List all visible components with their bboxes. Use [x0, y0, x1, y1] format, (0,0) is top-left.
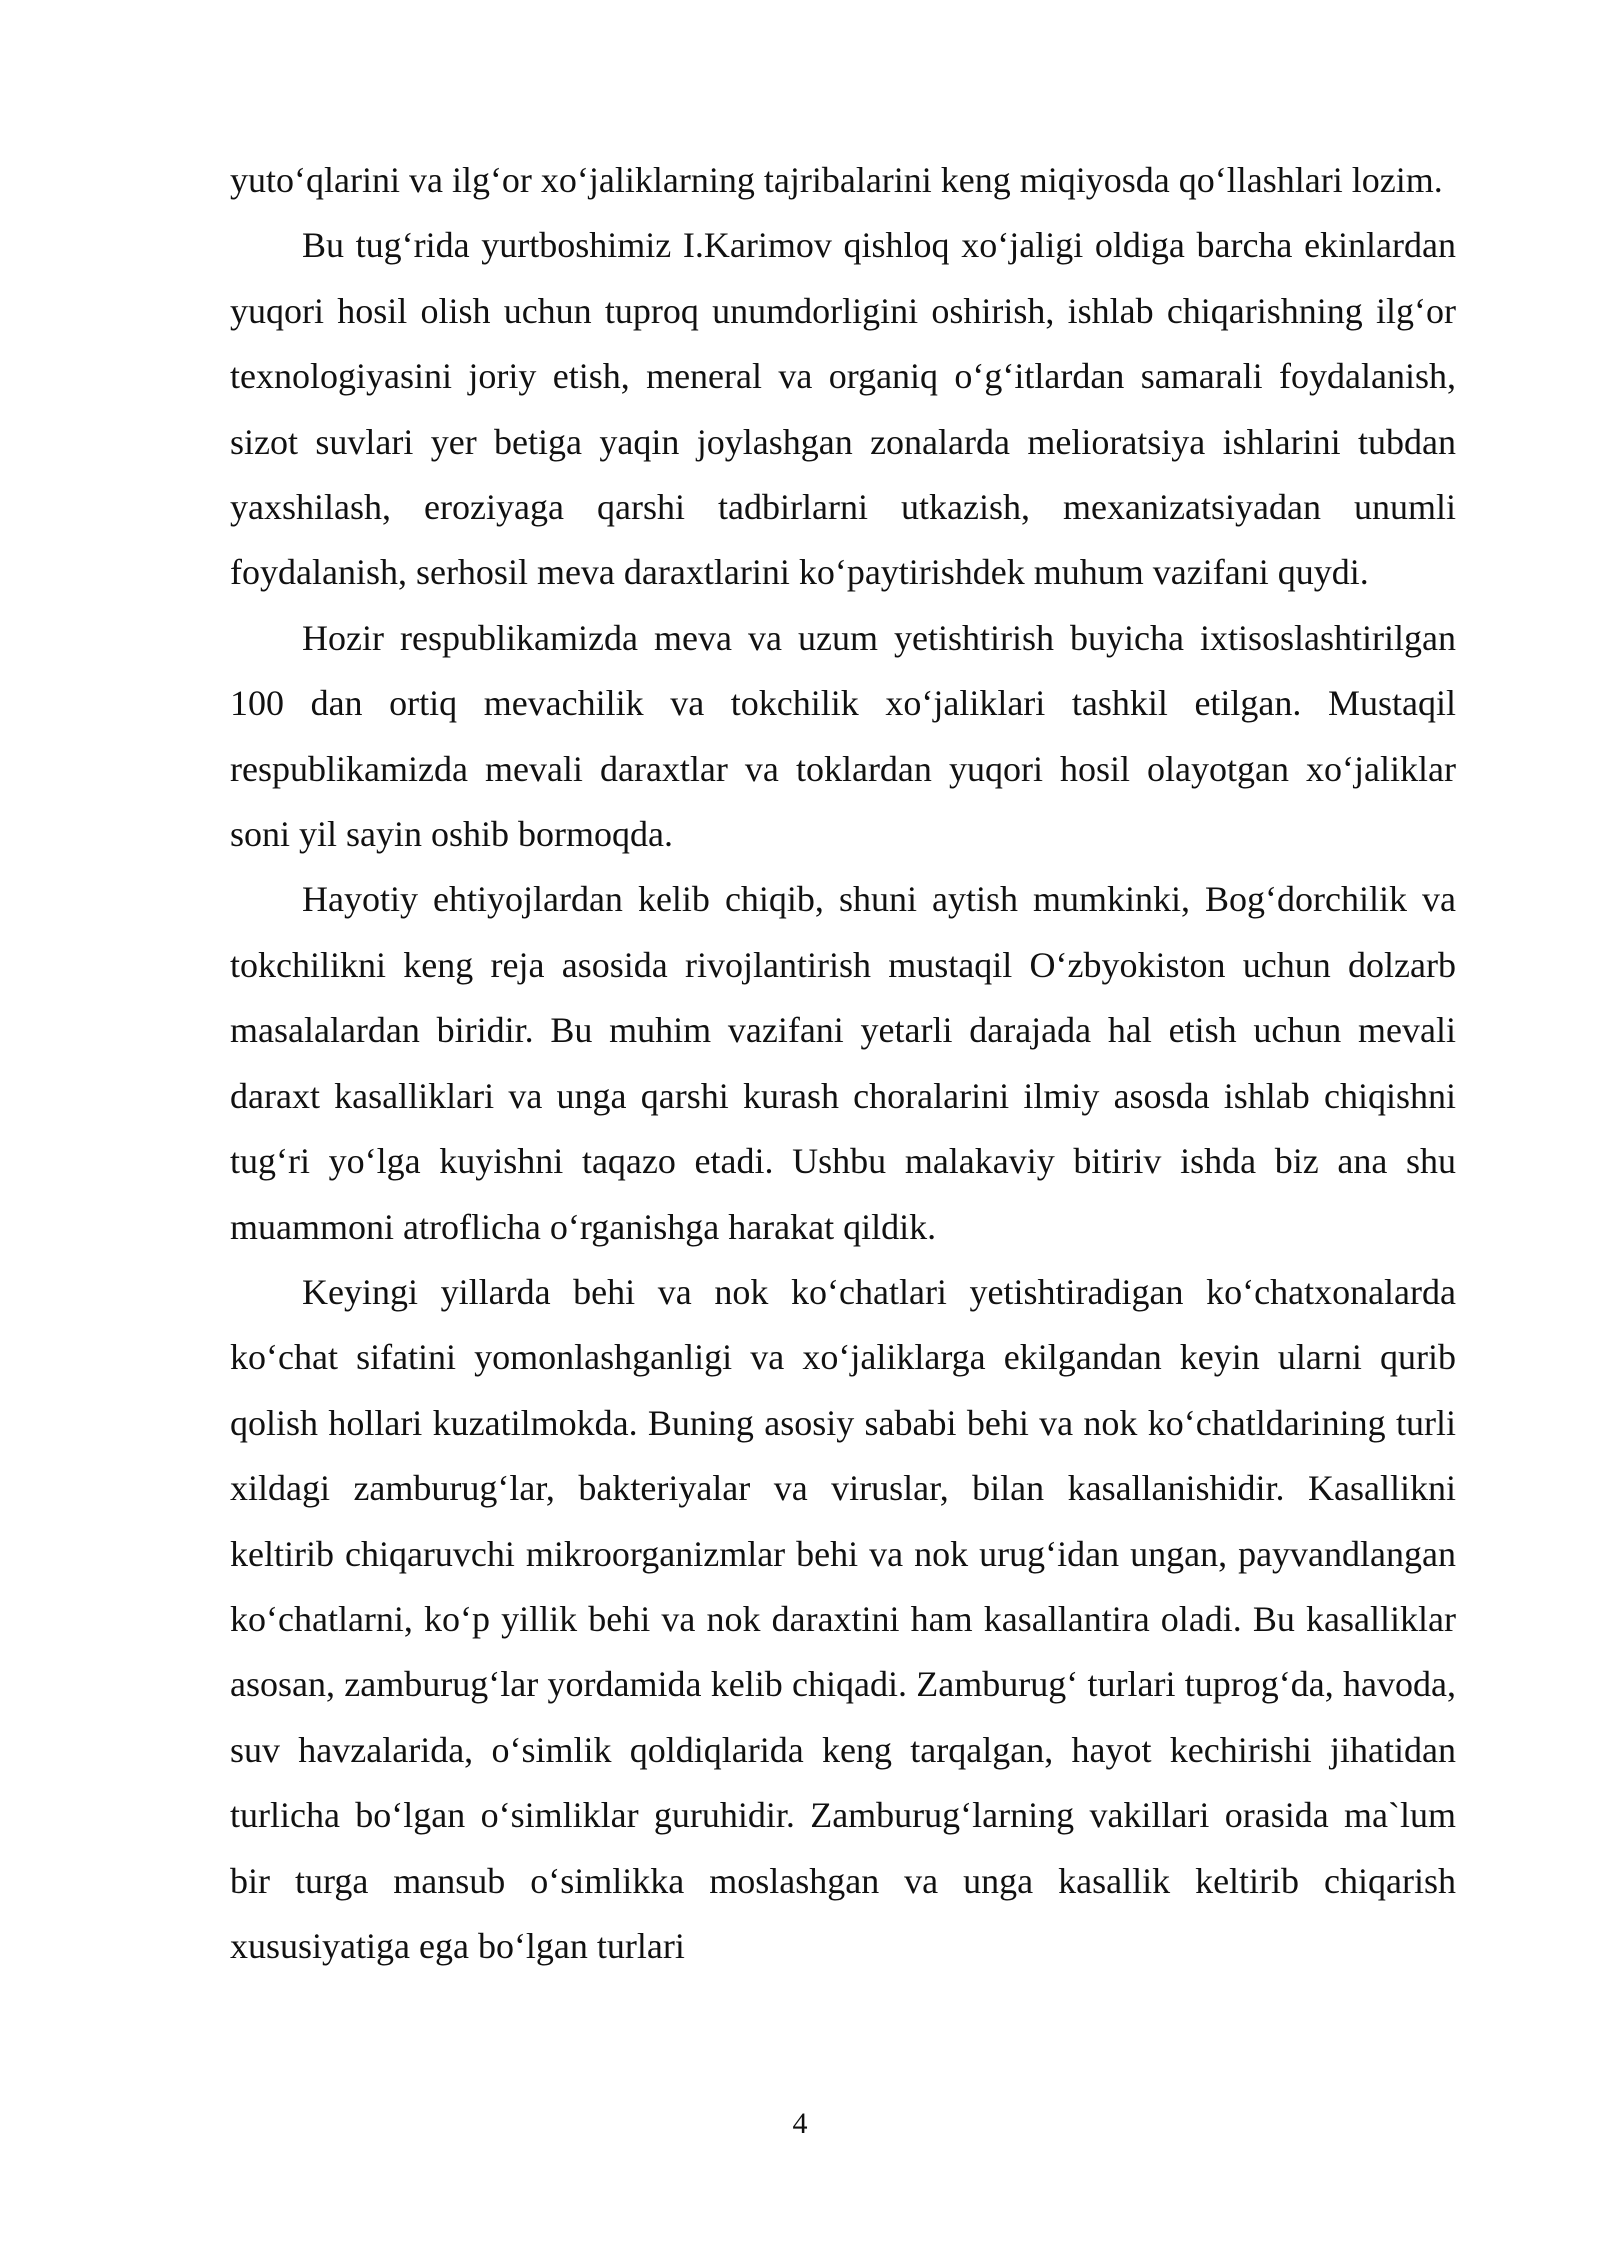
document-page	[230, 148, 1456, 1979]
paragraph-2: Bu tug‘rida yurtboshimiz I.Karimov qishloq xo‘jaligi oldiga barcha ekinlardan yuqori hosil olish uchun tuproq unumdorligini oshirish, ishlab chiqarishning ilg‘or texnologiyasini joriy etish, meneral va organiq o‘g‘itlardan samarali foydalanish, sizot suvlari yer betiga yaqin joylashgan zonalarda melioratsiya ishlarini tubdan yaxshilash, eroziyaga qarshi tadbirlarni utkazish, mexanizatsiyadan unumli foydalanish, serhosil meva daraxtlarini ko‘paytirishdek muhum vazifani quydi.	[230, 225, 1456, 593]
page-number: 4	[792, 2107, 808, 2140]
paragraph-3: Hozir respublikamizda meva va uzum yetishtirish buyicha ixtisoslashtirilgan 100 dan ortiq mevachilik va tokchilik xo‘jaliklari tashkil etilgan. Mustaqil respublikamizda mevali daraxtlar va toklardan yuqori hosil olayotgan xo‘jaliklar soni yil sayin oshib bormoqda.	[230, 617, 1456, 855]
paragraph-4: Hayotiy ehtiyojlardan kelib chiqib, shuni aytish mumkinki, Bog‘dorchilik va tokchilikni keng reja asosida rivojlantirish mustaqil O‘zbyokiston uchun dolzarb masalalardan biridir. Bu muhim vazifani yetarli darajada hal etish uchun mevali daraxt kasalliklari va unga qarshi kurash choralarini ilmiy asosda ishlab chiqishni tug‘ri yo‘lga kuyishni taqazo etadi. Ushbu malakaviy bitiriv ishda biz ana shu muammoni atroflicha o‘rganishga harakat qildik.	[230, 879, 1456, 1247]
paragraph-1: yuto‘qlarini va ilg‘or xo‘jaliklarning tajribalarini keng miqiyosda qo‘llashlari lozim.	[230, 160, 1443, 200]
paragraph-5: Keyingi yillarda behi va nok ko‘chatlari yetishtiradigan ko‘chatxonalarda ko‘chat sifatini yomonlashganligi va xo‘jaliklarga ekilgandan keyin ularni qurib qolish hollari kuzatilmokda. Buning asosiy sababi behi va nok ko‘chatldarining turli xildagi zamburug‘lar, bakteriyalar va viruslar, bilan kasallanishidir. Kasallikni keltirib chiqaruvchi mikroorganizmlar behi va nok urug‘idan ungan, payvandlangan ko‘chatlarni, ko‘p yillik behi va nok daraxtini ham kasallantira oladi. Bu kasalliklar asosan, zamburug‘lar yordamida kelib chiqadi. Zamburug‘ turlari tuprog‘da, havoda, suv havzalarida, o‘simlik qoldiqlarida keng tarqalgan, hayot kechirishi jihatidan turlicha bo‘lgan o‘simliklar guruhidir. Zamburug‘larning vakillari orasida ma`lum bir turga mansub o‘simlikka moslashgan va unga kasallik keltirib chiqarish xususiyatiga ega bo‘lgan turlari	[230, 1271, 1456, 1966]
